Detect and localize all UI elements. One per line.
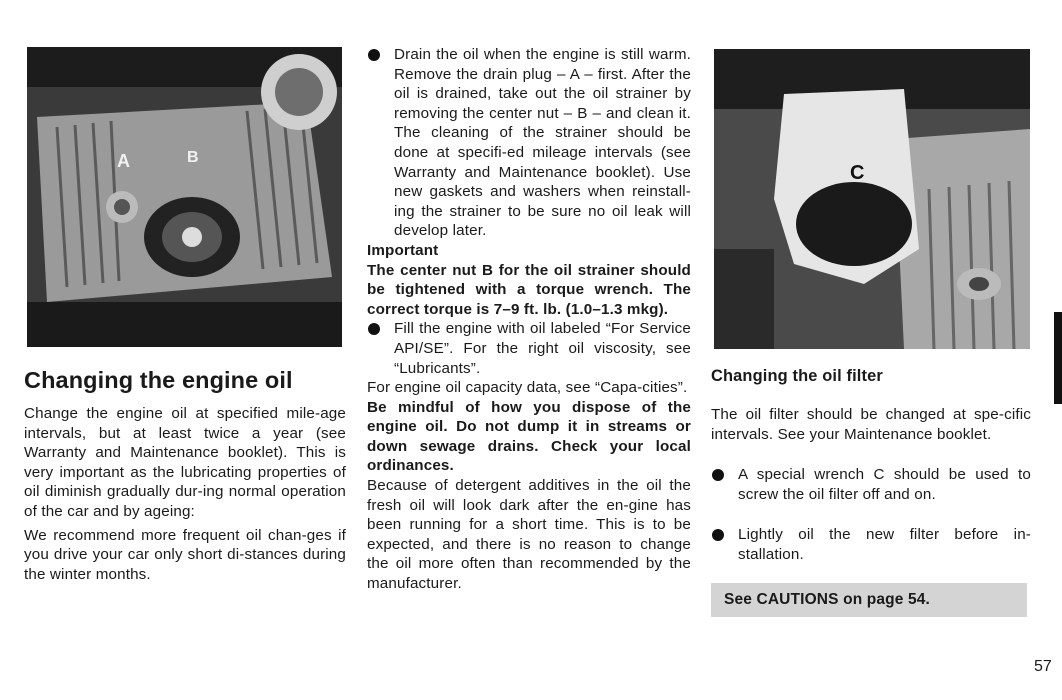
fill-oil-step <box>367 319 691 378</box>
wrench-text: A special wrench C should be used to screw the oil filter off and on. <box>738 466 1031 503</box>
bullet-icon <box>712 469 724 481</box>
important-heading: Important <box>367 241 439 259</box>
drain-oil-step <box>367 45 691 241</box>
drain-oil-text: Drain the oil when the engine is still warm. Remove the drain plug – A – first. After the oil is drained, take out the oil strainer by removing the center nut – B – and clean it. The cleaning of the strainer should be done at specifi-ed mileage intervals (see Warranty and Maintenance booklet). Use new gaskets and washers when reinstall-ing the strainer to be sure no oil leak will develop later. <box>394 46 691 240</box>
disposal-warning: Be mindful of how you dispose of the engine oil. Do not dump it in streams or down sewage drains. Check your local ordinances. <box>367 398 691 475</box>
wrench-step <box>711 465 1031 504</box>
label-c: C <box>850 162 865 184</box>
section-title-oil-filter: Changing the oil filter <box>711 367 883 385</box>
bullet-icon <box>368 323 380 335</box>
capacity-reference: For engine oil capacity data, see “Capa-cities”. <box>367 379 688 397</box>
cautions-reference-box: See CAUTIONS on page 54. <box>711 583 1027 617</box>
label-a: A <box>117 151 130 171</box>
recommendation-paragraph: We recommend more frequent oil chan-ges if you drive your car only short di-stances during the winter months. <box>24 526 346 583</box>
important-torque-note: The center nut B for the oil strainer should be tightened with a torque wrench. The correct torque is 7–9 ft. lb. (1.0–1.3 mkg). <box>367 261 691 318</box>
right-column <box>711 366 1031 617</box>
section-title-engine-oil: Changing the engine oil <box>24 367 293 393</box>
middle-column <box>367 45 691 594</box>
oil-pan-photo <box>27 47 342 347</box>
fill-oil-text: Fill the engine with oil labeled “For Service API/SE”. For the right oil viscosity, see “Lubricants”. <box>394 320 691 377</box>
lubricate-filter-step <box>711 525 1031 564</box>
bullet-icon <box>368 49 380 61</box>
oil-filter-intro: The oil filter should be changed at spe-cific intervals. See your Maintenance booklet. <box>711 406 1031 443</box>
left-column <box>24 366 346 584</box>
lubricate-filter-text: Lightly oil the new filter before in-stallation. <box>738 526 1031 563</box>
detergent-note: Because of detergent additives in the oil the fresh oil will look dark after the en-gine has been running for a short time. This is to be expected, and there is no reason to change the oil more often than recommended by the manufacturer. <box>367 477 691 593</box>
oil-filter-photo <box>714 49 1030 349</box>
page-number: 57 <box>1034 658 1052 675</box>
page-edge-tab <box>1054 312 1062 404</box>
label-b: B <box>187 149 199 166</box>
bullet-icon <box>712 529 724 541</box>
intro-paragraph: Change the engine oil at specified mile-age intervals, but at least twice a year (see Warranty and Maintenance booklet). This is very important as the lubricating properties of oil diminish gradually dur-ing normal operation of the car and by ageing: <box>24 405 346 520</box>
